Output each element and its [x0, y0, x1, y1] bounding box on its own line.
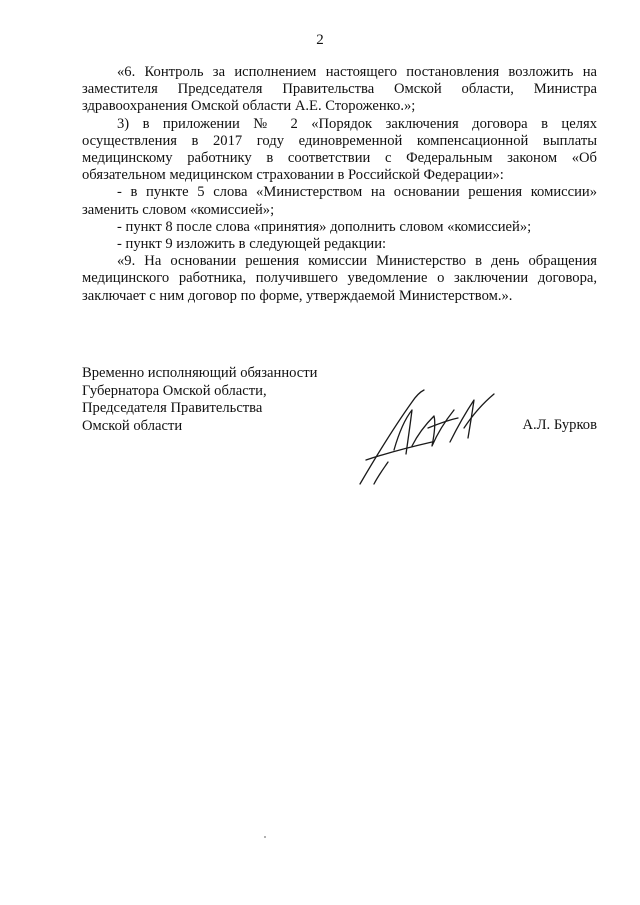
signature-block: [82, 365, 597, 435]
signer-title-line: Председателя Правительства: [82, 400, 263, 417]
paragraph-point-9-text: «9. На основании решения комиссии Министерство в день обращения медицинского работника, получившего уведомление о заключении договора, заключает с ним договор по форме, утверждаемой Министерством.».: [82, 253, 597, 304]
signer-name: А.Л. Бурков: [522, 417, 597, 433]
signer-title-line: Губернатора Омской области,: [82, 382, 267, 399]
signer-title-line: Временно исполняющий обязанности: [82, 365, 318, 381]
page-number: 2: [316, 32, 324, 48]
signer-title: [82, 365, 597, 435]
document-body: [82, 64, 597, 305]
paragraph-appendix-2: 3) в приложении № 2 «Порядок заключения договора в целях осуществления в 2017 году единовременной компенсационной выплаты медицинскому работнику в соответствии с Федеральным законом «Об обязательном медицинском страховании в Российской Федерации»:: [82, 115, 597, 184]
handwritten-signature: [354, 380, 514, 490]
signer-title-line: Омской области: [82, 417, 183, 434]
paragraph-point-5: - в пункте 5 слова «Министерством на основании решения комиссии» заменить словом «комиссией»;: [82, 184, 597, 218]
paragraph-point-9: - пункт 9 изложить в следующей редакции:: [117, 236, 387, 253]
paragraph-item-6-amendment: «6. Контроль за исполнением настоящего постановления возложить на заместителя Председателя Правительства Омской области, Министра здравоохранения Омской области А.Е. Стороженко.»;: [82, 64, 597, 115]
scan-artifact-dot: [264, 836, 266, 838]
paragraph-point-8: - пункт 8 после слова «принятия» дополнить словом «комиссией»;: [117, 218, 532, 235]
